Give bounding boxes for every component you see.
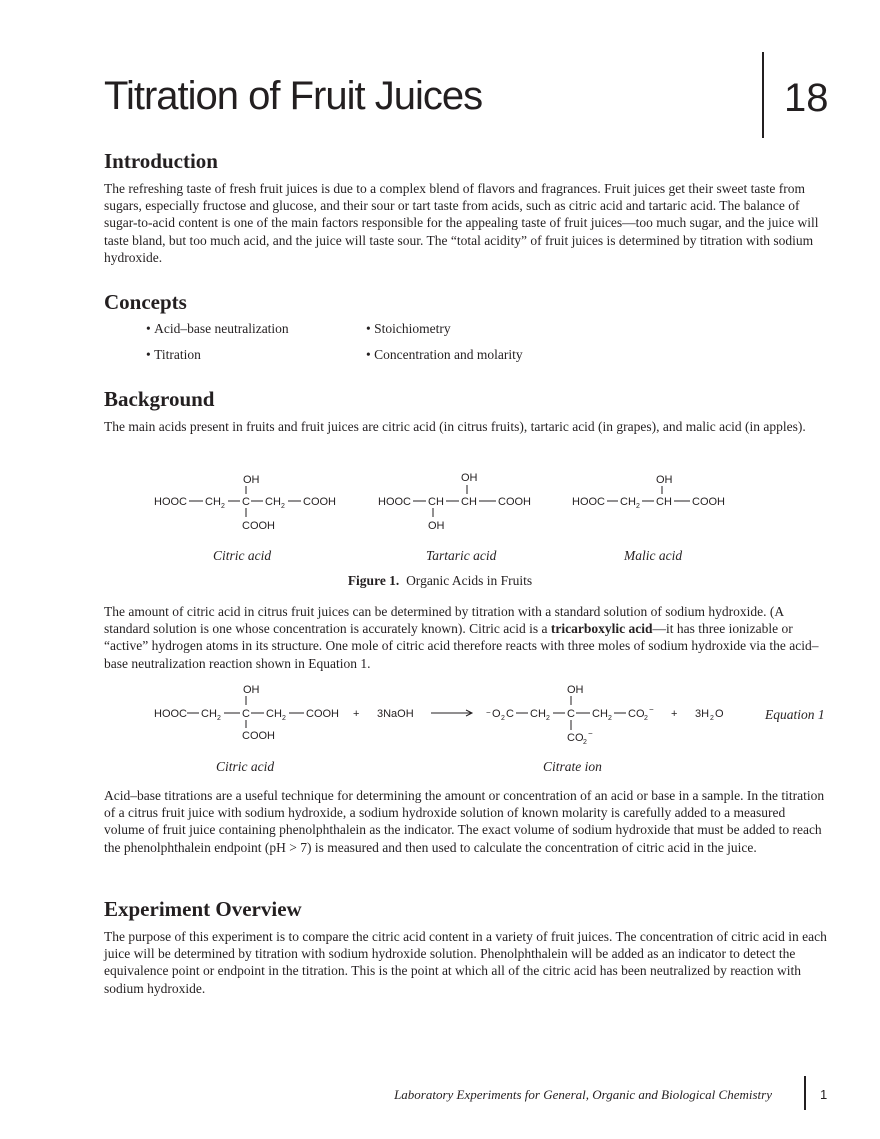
svg-text:C: C bbox=[242, 708, 250, 720]
svg-text:CH: CH bbox=[265, 496, 281, 508]
svg-text:COOH: COOH bbox=[306, 708, 339, 720]
svg-text:2: 2 bbox=[281, 503, 285, 510]
svg-text:C: C bbox=[506, 708, 514, 720]
svg-text:CH: CH bbox=[592, 708, 608, 720]
svg-text:CH: CH bbox=[461, 496, 477, 508]
svg-text:3H: 3H bbox=[695, 708, 710, 720]
svg-text:CO: CO bbox=[567, 732, 584, 744]
svg-text:CH: CH bbox=[201, 708, 217, 720]
svg-text:CH: CH bbox=[266, 708, 282, 720]
svg-text:CH: CH bbox=[205, 496, 221, 508]
svg-text:2: 2 bbox=[710, 715, 714, 722]
figure-caption: Figure 1. Organic Acids in Fruits bbox=[347, 573, 533, 588]
background-text-3: Acid–base titrations are a useful technique for determining the amount or concentration of an acid or base in a sample. In the titration of a citrus fruit juice with sodium hydroxide, a sodium hydroxide solution of known molarity is carefully added to a measured volume of fruit juice containing phenolphthalein as the indicator. The exact volume of sodium hydroxide that must be added to reach the phenolphthalein endpoint (pH > 7) is measured and then used to calculate the concentration of citric acid in the juice. bbox=[104, 788, 825, 855]
svg-text:2: 2 bbox=[501, 715, 505, 722]
svg-text:OH: OH bbox=[461, 472, 478, 484]
equation-plus-1: + bbox=[353, 708, 360, 720]
figure-label-citric: Citric acid bbox=[213, 548, 272, 563]
svg-text:CH: CH bbox=[428, 496, 444, 508]
page-title: Titration of Fruit Juices bbox=[104, 74, 483, 118]
svg-text:OH: OH bbox=[243, 474, 260, 486]
figure-label-tartaric: Tartaric acid bbox=[426, 548, 497, 563]
footer-divider bbox=[804, 1076, 806, 1110]
svg-text:C: C bbox=[567, 708, 575, 720]
svg-text:COOH: COOH bbox=[242, 730, 275, 742]
svg-text:HOOC: HOOC bbox=[378, 496, 411, 508]
svg-text:OH: OH bbox=[428, 520, 445, 532]
chapter-number: 18 bbox=[784, 76, 829, 120]
background-heading: Background bbox=[104, 387, 215, 411]
equation-reactant-label: Citric acid bbox=[216, 759, 275, 774]
svg-text:−: − bbox=[588, 729, 593, 738]
svg-text:HOOC: HOOC bbox=[154, 708, 187, 720]
svg-text:2: 2 bbox=[636, 503, 640, 510]
svg-text:O: O bbox=[715, 708, 724, 720]
svg-text:2: 2 bbox=[282, 715, 286, 722]
equation-plus-2: + bbox=[671, 708, 678, 720]
experiment-overview-text: The purpose of this experiment is to compare the citric acid content in a variety of fruit juices. The concentration of citric acid in each juice will be determined by titration with sodium hydroxide solution. Phenolphthalein will be added as an indicator to detect the equivalence point or endpoint in the titration. This is the point at which all of the citric acid has been neutralized by reaction with sodium hydroxide. bbox=[104, 929, 827, 996]
svg-text:COOH: COOH bbox=[498, 496, 531, 508]
concept-item: • Acid–base neutralization bbox=[146, 321, 289, 336]
svg-text:CH: CH bbox=[656, 496, 672, 508]
experiment-overview-heading: Experiment Overview bbox=[104, 897, 302, 921]
svg-text:CO: CO bbox=[628, 708, 645, 720]
concept-item: • Titration bbox=[146, 347, 201, 362]
svg-text:HOOC: HOOC bbox=[572, 496, 605, 508]
svg-text:OH: OH bbox=[567, 684, 584, 696]
equation-product-label: Citrate ion bbox=[543, 759, 602, 774]
svg-text:2: 2 bbox=[608, 715, 612, 722]
svg-text:2: 2 bbox=[217, 715, 221, 722]
introduction-text: The refreshing taste of fresh fruit juices is due to a complex blend of flavors and fragrances. Fruit juices get their sweet taste from sugars, especially fructose and glucose, and their sour or tart taste from acids, such as citric acid and tartaric acid. The balance of sugar-to-acid content is one of the main factors responsible for the appealing taste of fruit juices—too much sugar, and the juice will taste bland, but too much acid, and the juice will taste sour. The “total acidity” of fruit juices is determined by titration with sodium hydroxide. bbox=[104, 181, 819, 265]
svg-text:COOH: COOH bbox=[692, 496, 725, 508]
page-number: 1 bbox=[820, 1087, 828, 1102]
svg-text:O: O bbox=[492, 708, 501, 720]
svg-text:OH: OH bbox=[656, 474, 673, 486]
concept-item: • Concentration and molarity bbox=[366, 347, 523, 362]
equation-label: Equation 1 bbox=[765, 707, 825, 722]
svg-text:HOOC: HOOC bbox=[154, 496, 187, 508]
svg-text:C: C bbox=[242, 496, 250, 508]
svg-text:CH: CH bbox=[530, 708, 546, 720]
background-text-1: The main acids present in fruits and fruit juices are citric acid (in citrus fruits), tartaric acid (in grapes), and malic acid (in apples). bbox=[104, 419, 806, 434]
svg-text:2: 2 bbox=[546, 715, 550, 722]
footer-book-title: Laboratory Experiments for General, Organic and Biological Chemistry bbox=[394, 1087, 772, 1102]
background-text-2: The amount of citric acid in citrus fruit juices can be determined by titration with a standard solution of sodium hydroxide. (A standard solution is one whose concentration is accurately known). Citric acid is a tricarboxylic acid—it has three ionizable or “active” hydrogen atoms in its structure. One mole of citric acid therefore reacts with three moles of sodium hydroxide via the acid–base neutralization reaction shown in Equation 1. bbox=[104, 604, 819, 671]
svg-text:−: − bbox=[486, 708, 491, 717]
equation-naoh: 3NaOH bbox=[377, 708, 414, 720]
svg-text:COOH: COOH bbox=[242, 520, 275, 532]
figure-label-malic: Malic acid bbox=[624, 548, 683, 563]
svg-text:2: 2 bbox=[583, 739, 587, 746]
svg-text:2: 2 bbox=[644, 715, 648, 722]
concept-item: • Stoichiometry bbox=[366, 321, 451, 336]
concepts-heading: Concepts bbox=[104, 290, 187, 314]
svg-text:CH: CH bbox=[620, 496, 636, 508]
introduction-heading: Introduction bbox=[104, 149, 218, 173]
svg-text:OH: OH bbox=[243, 684, 260, 696]
svg-text:COOH: COOH bbox=[303, 496, 336, 508]
svg-text:2: 2 bbox=[221, 503, 225, 510]
svg-text:−: − bbox=[649, 705, 654, 714]
